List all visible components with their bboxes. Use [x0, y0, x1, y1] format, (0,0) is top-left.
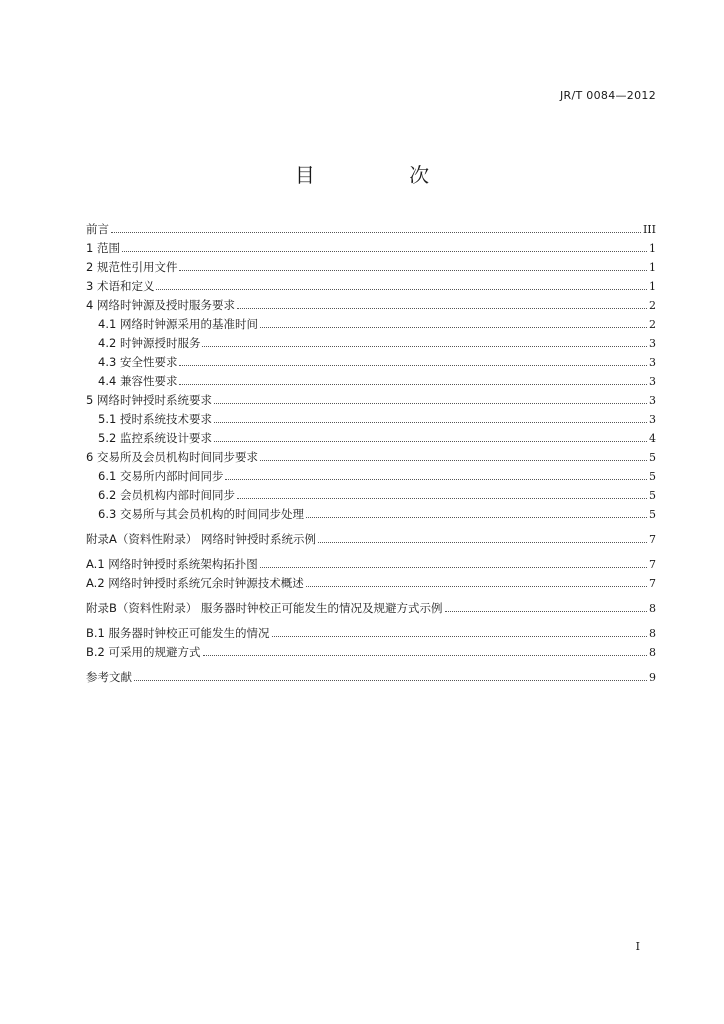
toc-dot-leader [179, 365, 647, 366]
toc-dot-leader [237, 498, 647, 499]
toc-entry[interactable] [86, 392, 656, 411]
toc-entry-label: 4.1 网络时钟源采用的基准时间 [98, 317, 258, 331]
toc-entry-label: A.1 网络时钟授时系统架构拓扑图 [86, 557, 258, 571]
toc-entry-page: 3 [649, 337, 656, 350]
toc-entry-label: 6.3 交易所与其会员机构的时间同步处理 [98, 507, 304, 521]
toc-entry-page: 5 [649, 489, 656, 502]
toc-entry[interactable] [86, 221, 656, 240]
toc-dot-leader [179, 384, 647, 385]
toc-entry[interactable] [86, 575, 656, 594]
toc-entry[interactable] [86, 600, 656, 619]
toc-entry[interactable] [86, 335, 656, 354]
table-of-contents [86, 221, 656, 688]
toc-dot-leader [214, 441, 647, 442]
document-code: JR/T 0084—2012 [560, 89, 656, 102]
toc-entry-page: 2 [649, 318, 656, 331]
toc-entry-page: 9 [649, 671, 656, 684]
toc-entry-page: 1 [649, 242, 656, 255]
toc-entry-label: 4 网络时钟源及授时服务要求 [86, 298, 235, 312]
toc-entry-label: 1 范围 [86, 241, 120, 255]
toc-entry-page: 7 [649, 533, 656, 546]
toc-entry-page: 8 [649, 627, 656, 640]
toc-entry-page: 1 [649, 280, 656, 293]
toc-entry[interactable] [86, 468, 656, 487]
toc-entry-label: 附录A（资料性附录） 网络时钟授时系统示例 [86, 532, 317, 546]
toc-entry-label: B.2 可采用的规避方式 [86, 645, 201, 659]
toc-entry[interactable] [86, 297, 656, 316]
toc-entry-page: 2 [649, 299, 656, 312]
toc-dot-leader [202, 346, 647, 347]
toc-dot-leader [134, 680, 647, 681]
toc-entry-page: 3 [649, 413, 656, 426]
toc-dot-leader [318, 542, 647, 543]
toc-entry-page: 7 [649, 558, 656, 571]
toc-entry-label: 附录B（资料性附录） 服务器时钟校正可能发生的情况及规避方式示例 [86, 601, 443, 615]
toc-dot-leader [260, 567, 647, 568]
toc-entry[interactable] [86, 487, 656, 506]
toc-entry-label: 6 交易所及会员机构时间同步要求 [86, 450, 258, 464]
toc-entry-page: 1 [649, 261, 656, 274]
toc-entry[interactable] [86, 625, 656, 644]
toc-entry-page: 5 [649, 508, 656, 521]
toc-entry[interactable] [86, 411, 656, 430]
toc-entry-page: III [642, 223, 656, 236]
toc-dot-leader [260, 327, 647, 328]
toc-entry[interactable] [86, 531, 656, 550]
toc-entry[interactable] [86, 669, 656, 688]
toc-entry-page: 7 [649, 577, 656, 590]
toc-dot-leader [122, 251, 647, 252]
toc-dot-leader [306, 586, 647, 587]
toc-entry[interactable] [86, 506, 656, 525]
toc-entry-label: 5.2 监控系统设计要求 [98, 431, 212, 445]
toc-entry[interactable] [86, 556, 656, 575]
toc-dot-leader [445, 611, 647, 612]
toc-dot-leader [272, 636, 647, 637]
toc-entry-label: 4.4 兼容性要求 [98, 374, 178, 388]
toc-entry-label: 5.1 授时系统技术要求 [98, 412, 212, 426]
toc-entry-label: 3 术语和定义 [86, 279, 155, 293]
toc-entry[interactable] [86, 644, 656, 663]
toc-entry-label: 6.1 交易所内部时间同步 [98, 469, 224, 483]
toc-dot-leader [306, 517, 647, 518]
toc-entry-label: 前言 [86, 222, 109, 236]
toc-entry-page: 5 [649, 470, 656, 483]
page-number: I [635, 940, 640, 953]
toc-entry[interactable] [86, 259, 656, 278]
toc-dot-leader [260, 460, 647, 461]
toc-dot-leader [203, 655, 647, 656]
toc-dot-leader [214, 403, 647, 404]
toc-entry[interactable] [86, 430, 656, 449]
toc-entry[interactable] [86, 278, 656, 297]
toc-entry-page: 3 [649, 375, 656, 388]
toc-entry[interactable] [86, 373, 656, 392]
toc-dot-leader [179, 270, 647, 271]
toc-dot-leader [111, 232, 641, 233]
page-title: 目 次 [294, 163, 474, 187]
toc-entry-page: 5 [649, 451, 656, 464]
toc-entry[interactable] [86, 316, 656, 335]
toc-entry-page: 8 [649, 602, 656, 615]
toc-entry-page: 3 [649, 394, 656, 407]
toc-entry-page: 8 [649, 646, 656, 659]
toc-entry-label: 参考文献 [86, 670, 132, 684]
toc-entry-label: B.1 服务器时钟校正可能发生的情况 [86, 626, 270, 640]
toc-entry-label: 4.2 时钟源授时服务 [98, 336, 201, 350]
toc-entry[interactable] [86, 449, 656, 468]
toc-dot-leader [214, 422, 647, 423]
toc-entry[interactable] [86, 240, 656, 259]
toc-dot-leader [225, 479, 647, 480]
toc-dot-leader [237, 308, 647, 309]
toc-entry-label: 6.2 会员机构内部时间同步 [98, 488, 235, 502]
toc-entry-label: 5 网络时钟授时系统要求 [86, 393, 212, 407]
toc-entry-page: 4 [649, 432, 656, 445]
toc-entry-label: A.2 网络时钟授时系统冗余时钟源技术概述 [86, 576, 304, 590]
toc-dot-leader [156, 289, 647, 290]
toc-entry-label: 2 规范性引用文件 [86, 260, 178, 274]
toc-entry-page: 3 [649, 356, 656, 369]
toc-entry-label: 4.3 安全性要求 [98, 355, 178, 369]
toc-entry[interactable] [86, 354, 656, 373]
